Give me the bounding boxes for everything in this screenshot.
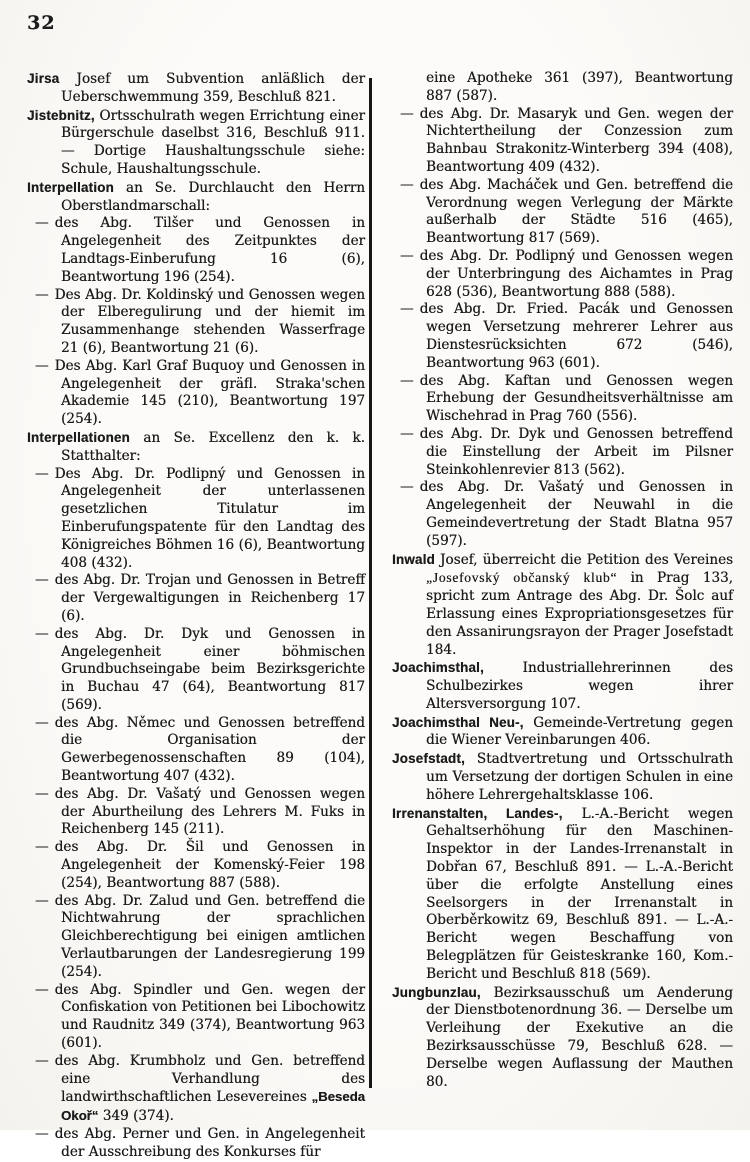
entry-headword: Interpellationen bbox=[27, 429, 130, 445]
dash-marker: — bbox=[35, 357, 49, 374]
index-subentry bbox=[27, 1126, 365, 1162]
dash-marker: — bbox=[35, 892, 49, 909]
entry-text: Bezirksausschuß um Aenderung der Dienstbotenordnung 36. — Derselbe um Verleihung der Exekutive an die Bezirksausschüsse 79, Beschluß 628. — Derselbe wegen Auflassung der Mauthen 80. bbox=[426, 984, 733, 1090]
entry-headword: Jistebnitz, bbox=[27, 107, 95, 123]
entry-text: Des Abg. Karl Graf Buquoy und Genossen in Angelegenheit der gräfl. Straka'schen Akademie 145 (210), Beantwortung 197 (254). bbox=[54, 357, 365, 428]
index-subentry bbox=[392, 106, 733, 177]
dash-marker: — bbox=[35, 1052, 49, 1069]
index-subentry bbox=[392, 373, 733, 426]
index-column-right bbox=[392, 70, 733, 1091]
entry-text: des Abg. Spindler und Gen. wegen der Confiskation von Petitionen bei Libochowitz und Raudnitz 349 (374), Beantwortung 963 (601). bbox=[54, 981, 365, 1052]
index-entry bbox=[392, 750, 733, 804]
entry-text: Josef um Subvention anläßlich der Ueberschwemmung 359, Beschluß 821. bbox=[59, 71, 365, 105]
index-entry bbox=[27, 70, 365, 107]
entry-text: Josef, überreicht die Petition des Vereines bbox=[434, 551, 733, 568]
dash-marker: — bbox=[35, 625, 49, 642]
index-entry bbox=[27, 107, 365, 179]
index-subentry bbox=[27, 893, 365, 982]
index-subentry bbox=[27, 287, 365, 358]
entry-headword: Interpellation bbox=[27, 179, 114, 195]
index-entry bbox=[392, 984, 733, 1092]
entry-text: 349 (374). bbox=[98, 1108, 174, 1125]
entry-headword: Joachimsthal, bbox=[392, 660, 484, 676]
index-entry bbox=[392, 714, 733, 751]
index-entry bbox=[392, 551, 733, 660]
entry-text: an Se. Excellenz den k. k. Statthalter: bbox=[61, 429, 365, 464]
entry-text: „Beseda Okoř“ bbox=[61, 1089, 365, 1124]
dash-marker: — bbox=[400, 479, 414, 496]
entry-text: des Abg. Dr. Trojan und Genossen in Betreff der Vergewaltigungen in Reichenberg 17 (6). bbox=[54, 572, 365, 624]
index-subentry bbox=[27, 786, 365, 839]
entry-text: des Abg. Dr. Dyk und Genossen betreffend die Einstellung der Arbeit im Pilsner Steinkohlenrevier 813 (562). bbox=[419, 425, 733, 478]
dash-marker: — bbox=[35, 1126, 49, 1143]
index-subentry bbox=[392, 248, 733, 301]
entry-text: des Abg. Dr. Vašatý und Genossen wegen der Aburtheilung des Lehrers M. Fuks in Reichenberg 145 (211). bbox=[54, 785, 365, 838]
entry-text: in Prag 133, spricht zum Antrage des Abg. Dr. Šolc auf Erlassung eines Expropriationsgesetzes für den Assanirungsrayon der Prager Josefstadt 184. bbox=[426, 570, 733, 658]
index-subentry bbox=[392, 426, 733, 479]
dash-marker: — bbox=[35, 465, 49, 482]
entry-text: Industriallehrerinnen des Schulbezirkes wegen ihrer Altersversorgung 107. bbox=[426, 660, 733, 712]
index-entry bbox=[392, 659, 733, 713]
entry-text: des Abg. Krumbholz und Gen. betreffend eine Verhandlung des landwirthschaftlichen Lesevereines bbox=[54, 1052, 365, 1106]
entry-text: des Abg. Dr. Podlipný und Genossen wegen der Unterbringung des Aichamtes in Prag 628 (536), Beantwortung 888 (588). bbox=[419, 247, 733, 300]
entry-text: Ortsschulrath wegen Errichtung einer Bürgerschule daselbst 316, Beschluß 911. — Dortige Haushaltungsschule siehe: Schule, Haushaltungsschule. bbox=[61, 107, 365, 177]
dash-marker: — bbox=[35, 572, 49, 589]
entry-text: Des Abg. Dr. Podlipný und Genossen in Angelegenheit der unterlassenen gesetzlichen Titulatur im Einberufungspatente für den Landtag des Königreiches Böhmen 16 (6), Beantwortung 408 (432). bbox=[54, 465, 365, 571]
index-subentry bbox=[27, 358, 365, 429]
entry-text: eine Apotheke 361 (397), Beantwortung 887 (587). bbox=[426, 70, 733, 104]
entry-text: des Abg. Macháček und Gen. betreffend die Verordnung wegen Verlegung der Märkte außerhalb der Städte 516 (465), Beantwortung 817 (569). bbox=[419, 176, 733, 247]
index-entry bbox=[392, 805, 733, 984]
column-divider-rule bbox=[369, 78, 372, 1088]
index-subentry bbox=[27, 982, 365, 1053]
index-subentry bbox=[27, 466, 365, 573]
entry-text: Stadtvertretung und Ortsschulrath um Versetzung der dortigen Schulen in eine höhere Lehrergehaltsklasse 106. bbox=[426, 751, 733, 803]
entry-text: des Abg. Dr. Šil und Genossen in Angelegenheit der Komenský-Feier 198 (254), Beantwortung 887 (588). bbox=[54, 839, 365, 891]
entry-text: des Abg. Němec und Genossen betreffend die Organisation der Gewerbegenossenschaften 89 (104), Beantwortung 407 (432). bbox=[54, 714, 365, 785]
entry-text: des Abg. Kaftan und Genossen wegen Erhebung der Gesundheitsverhältnisse am Wischehrad in Prag 760 (556). bbox=[419, 372, 733, 425]
entry-headword: Inwald bbox=[392, 551, 435, 567]
page-number: 32 bbox=[27, 12, 56, 34]
dash-marker: — bbox=[400, 105, 414, 122]
index-entry-continuation bbox=[392, 70, 733, 106]
entry-text: L.-A.-Bericht wegen Gehaltserhöhung für den Maschinen-Inspektor in der Landes-Irrenanstalt in Dobřan 67, Beschluß 891. — L.-A.-Bericht über die erfolgte Anstellung eines Seelsorgers in der Irrenanstalt in Oberběrkowitz 69, Beschluß 891. — L.-A.-Bericht wegen Beschaffung von Belegplätzen für Geisteskranke 160, Kom.-Bericht und Beschluß 818 (569). bbox=[426, 805, 733, 982]
dash-marker: — bbox=[35, 215, 49, 232]
index-subentry bbox=[27, 839, 365, 892]
index-subentry bbox=[27, 215, 365, 286]
entry-text: des Abg. Dr. Masaryk und Gen. wegen der Nichtertheilung der Conzession zum Bahnbau Strakonitz-Winterberg 394 (408), Beantwortung 409 (432). bbox=[419, 105, 733, 175]
dash-marker: — bbox=[35, 785, 49, 802]
index-subentry bbox=[392, 177, 733, 248]
index-subentry bbox=[27, 715, 365, 786]
index-entry bbox=[27, 179, 365, 216]
index-subentry bbox=[392, 301, 733, 372]
dash-marker: — bbox=[35, 981, 49, 998]
entry-headword: Jungbunzlau, bbox=[392, 984, 481, 1000]
index-subentry bbox=[27, 1053, 365, 1126]
dash-marker: — bbox=[400, 301, 414, 318]
entry-text: an Se. Durchlaucht den Herrn Oberstlandmarschall: bbox=[61, 179, 365, 214]
dash-marker: — bbox=[400, 425, 414, 442]
dash-marker: — bbox=[400, 247, 414, 264]
entry-headword: Josefstadt, bbox=[392, 751, 465, 767]
entry-text: des Abg. Tilšer und Genossen in Angelegenheit des Zeitpunktes der Landtags-Einberufung 16 (6), Beantwortung 196 (254). bbox=[54, 215, 365, 285]
index-subentry bbox=[27, 572, 365, 625]
entry-text: des Abg. Perner und Gen. in Angelegenheit der Ausschreibung des Konkurses für bbox=[54, 1126, 365, 1160]
entry-headword: Joachimsthal Neu-, bbox=[392, 714, 524, 730]
entry-text: des Abg. Dr. Fried. Pacák und Genossen wegen Versetzung mehrerer Lehrer aus Dienstesrücksichten 672 (546), Beantwortung 963 (601). bbox=[419, 301, 733, 371]
dash-marker: — bbox=[400, 372, 414, 389]
entry-text: des Abg. Dr. Dyk und Genossen in Angelegenheit einer böhmischen Grundbuchseingabe beim Bezirksgerichte in Buchau 47 (64), Beantwortung 817 (569). bbox=[54, 625, 365, 713]
entry-text: Gemeinde-Vertretung gegen die Wiener Vereinbarungen 406. bbox=[426, 714, 733, 749]
index-entry bbox=[27, 429, 365, 466]
dash-marker: — bbox=[35, 839, 49, 856]
entry-text: „Josefovský občanský klub“ bbox=[426, 570, 618, 586]
dash-marker: — bbox=[35, 714, 49, 731]
index-subentry bbox=[392, 479, 733, 550]
index-subentry bbox=[27, 626, 365, 715]
entry-text: Des Abg. Dr. Koldinský und Genossen wegen der Elberegulirung und der hiemit im Zusammenhange stehenden Wasserfrage 21 (6), Beantwortung 21 (6). bbox=[54, 286, 365, 356]
dash-marker: — bbox=[35, 286, 49, 303]
entry-text: des Abg. Dr. Vašatý und Genossen in Angelegenheit der Neuwahl in die Gemeindevertretung der Stadt Blatna 957 (597). bbox=[419, 479, 733, 549]
index-column-left bbox=[27, 70, 365, 1162]
dash-marker: — bbox=[400, 176, 414, 193]
entry-headword: Jirsa bbox=[27, 71, 60, 86]
entry-text: des Abg. Dr. Zalud und Gen. betreffend die Nichtwahrung der sprachlichen Gleichberechtigung bei einigen amtlichen Verlautbarungen der Landesregierung 199 (254). bbox=[54, 892, 365, 980]
entry-headword: Irrenanstalten, Landes-, bbox=[392, 805, 563, 821]
